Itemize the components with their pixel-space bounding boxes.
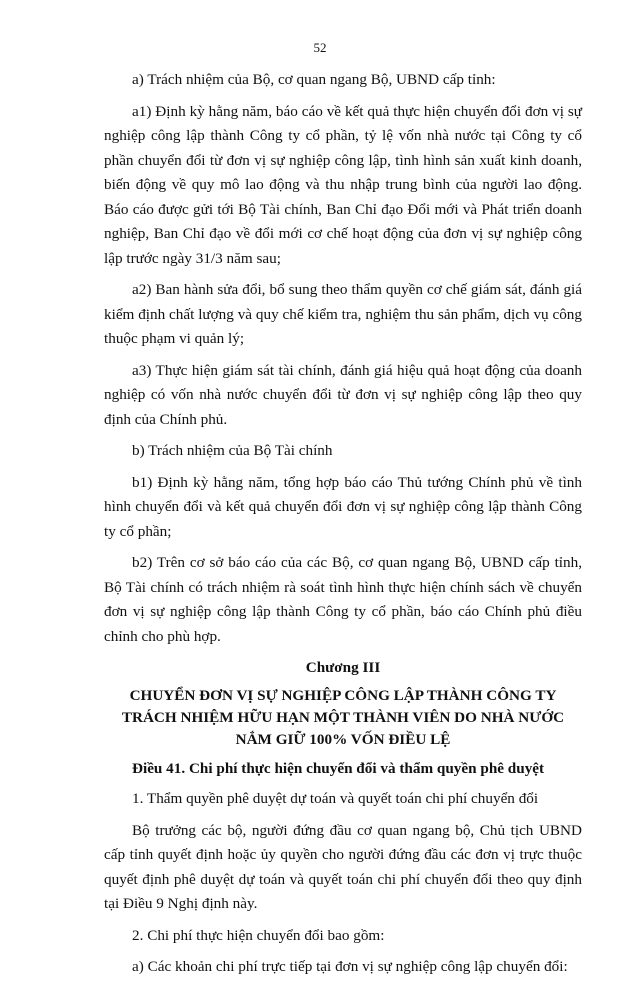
paragraph: b2) Trên cơ sở báo cáo của các Bộ, cơ quan ngang Bộ, UBND cấp tỉnh, Bộ Tài chính có trách nhiệm rà soát tình hình thực hiện chính sách về chuyển đơn vị sự nghiệp công lập thành Công ty cổ phần, báo cáo Chính phủ điều chỉnh cho phù hợp. <box>104 554 582 645</box>
chapter-title: CHUYỂN ĐƠN VỊ SỰ NGHIỆP CÔNG LẬP THÀNH CÔNG TY TRÁCH NHIỆM HỮU HẠN MỘT THÀNH VIÊN DO NHÀ NƯỚC NẮM GIỮ 100% VỐN ĐIỀU LỆ <box>121 686 565 748</box>
chapter-heading: Chương III <box>305 659 381 676</box>
paragraph: a1) Định kỳ hằng năm, báo cáo về kết quả thực hiện chuyển đổi đơn vị sự nghiệp công lập thành Công ty cổ phần, tỷ lệ vốn nhà nước tại Công ty cổ phần chuyển đổi từ đơn vị sự nghiệp công lập, tình hình sản xuất kinh doanh, biến động về quy mô lao động và thu nhập trung bình của người lao động. Báo cáo được gửi tới Bộ Tài chính, Ban Chỉ đạo Đổi mới và Phát triển doanh nghiệp, Ban Chỉ đạo về đổi mới cơ chế hoạt động của đơn vị sự nghiệp công lập trước ngày 31/3 năm sau; <box>104 102 582 267</box>
document-body <box>104 68 582 987</box>
paragraph: b) Trách nhiệm của Bộ Tài chính <box>132 442 333 459</box>
paragraph: 1. Thẩm quyền phê duyệt dự toán và quyết toán chi phí chuyển đổi <box>132 790 539 807</box>
paragraph: a3) Thực hiện giám sát tài chính, đánh giá hiệu quả hoạt động của doanh nghiệp có vốn nhà nước chuyển đổi từ đơn vị sự nghiệp công lập theo quy định của Chính phủ. <box>104 361 582 428</box>
paragraph: a) Các khoản chi phí trực tiếp tại đơn vị sự nghiệp công lập chuyển đổi: <box>132 958 568 975</box>
article-heading: Điều 41. Chi phí thực hiện chuyển đổi và thẩm quyền phê duyệt <box>132 759 545 777</box>
paragraph: a2) Ban hành sửa đổi, bổ sung theo thẩm quyền cơ chế giám sát, đánh giá kiểm định chất lượng và quy chế kiểm tra, nghiệm thu sản phẩm, dịch vụ công thuộc phạm vi quản lý; <box>104 281 582 347</box>
paragraph: a) Trách nhiệm của Bộ, cơ quan ngang Bộ, UBND cấp tỉnh: <box>132 71 496 88</box>
paragraph: Bộ trưởng các bộ, người đứng đầu cơ quan ngang bộ, Chủ tịch UBND cấp tỉnh quyết định hoặc ủy quyền cho người đứng đầu các đơn vị trực thuộc quyết định phê duyệt dự toán và quyết toán chi phí chuyển đổi theo quy định tại Điều 9 Nghị định này. <box>104 821 582 912</box>
paragraph: 2. Chi phí thực hiện chuyển đổi bao gồm: <box>132 926 385 944</box>
paragraph: b1) Định kỳ hằng năm, tổng hợp báo cáo Thủ tướng Chính phủ về tình hình chuyển đổi và kết quả chuyển đổi đơn vị sự nghiệp công lập thành Công ty cổ phần; <box>104 473 582 540</box>
page-number: 52 <box>313 40 327 55</box>
